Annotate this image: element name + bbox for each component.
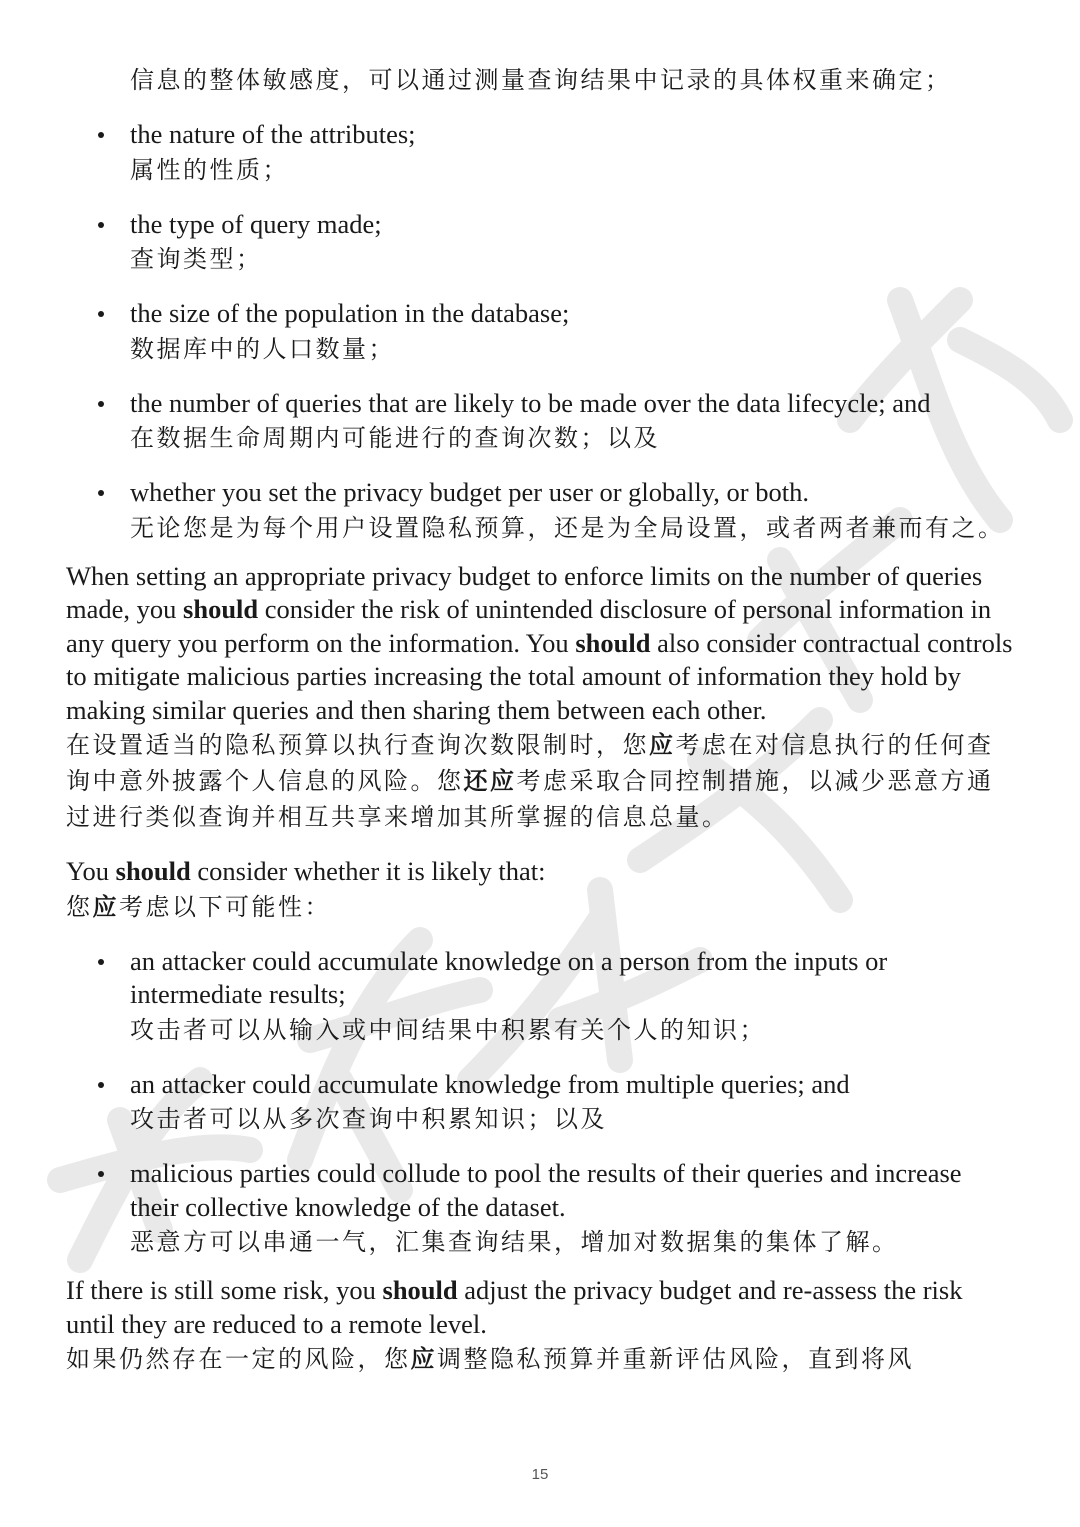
- text-run: also consider contractual controls to mitigate malicious parties increasing the total amount of information they hold by making similar queries and then sharing them between each other.: [66, 627, 1013, 725]
- bullet-en: whether you set the privacy budget per user or globally, or both.: [130, 477, 809, 507]
- emphasis-should: should: [115, 856, 191, 886]
- text-run: consider the risk of unintended disclosure of personal information in any query you perform on the information. You: [66, 594, 992, 658]
- text-run: 您: [66, 892, 93, 921]
- list-item: [66, 1068, 1016, 1158]
- text-run: You: [66, 856, 116, 886]
- emphasis-should: should: [183, 594, 259, 624]
- list-item: [66, 1157, 1016, 1260]
- bullet-en: an attacker could accumulate knowledge from multiple queries; and: [130, 1068, 850, 1099]
- bullet-en: malicious parties could collude to pool the results of their queries and increase their collective knowledge of the dataset.: [130, 1158, 962, 1222]
- text-run: consider whether it is likely that:: [190, 856, 546, 886]
- document-page: [66, 62, 1016, 1377]
- page-number: 15: [531, 1466, 549, 1483]
- emphasis-should: should: [575, 627, 651, 658]
- emphasis-should: should: [382, 1275, 458, 1305]
- text-run: If there is still some risk, you: [66, 1275, 383, 1305]
- text-run: 如果仍然存在一定的风险，您: [66, 1345, 411, 1373]
- bullet-cn: 在数据生命周期内可能进行的查询次数；以及: [130, 424, 660, 452]
- text-run: When setting an appropriate privacy budget to enforce limits on the number of queries made, you: [66, 560, 983, 624]
- text-run: 考虑以下可能性：: [119, 892, 331, 921]
- emphasis-ying: 应: [649, 731, 676, 759]
- emphasis-ying: 应: [92, 892, 119, 921]
- list-item: [66, 118, 1016, 208]
- bullet-cn: 无论您是为每个用户设置隐私预算，还是为全局设置，或者两者兼而有之。: [130, 513, 1005, 542]
- bullet-list-risks: [66, 945, 1016, 1261]
- bullet-cn: 恶意方可以串通一气，汇集查询结果，增加对数据集的集体了解。: [130, 1228, 899, 1256]
- bullet-cn: 攻击者可以从输入或中间结果中积累有关个人的知识；: [130, 1015, 766, 1044]
- text-run: 考虑采取合同控制措施，以减少恶意方通过进行类似查询并相互共享来增加其所掌握的信息总量。: [66, 767, 994, 831]
- text-run: adjust the privacy budget and re-assess the risk until they are reduced to a remote level.: [66, 1275, 963, 1339]
- text-run: 考虑在对信息执行的任何查询中意外披露个人信息的风险。您: [66, 731, 994, 795]
- emphasis-ying: 应: [410, 1345, 437, 1373]
- bullet-list-factors: [66, 118, 1016, 546]
- bullet-en: the nature of the attributes;: [130, 119, 416, 149]
- text-run: 调整隐私预算并重新评估风险，直到将风: [437, 1345, 914, 1373]
- paragraph-consider-en: [66, 855, 1016, 889]
- paragraph-privacy-budget-cn: [66, 727, 1016, 835]
- list-item: [66, 208, 1016, 298]
- list-item: [66, 387, 1016, 477]
- bullet-cn: 属性的性质；: [130, 155, 289, 184]
- paragraph-remaining-risk-cn: [66, 1341, 1016, 1377]
- bullet-icon: [98, 959, 104, 965]
- bullet-en: the size of the population in the database;: [130, 298, 570, 328]
- bullet-icon: [98, 132, 104, 138]
- paragraph-remaining-risk-en: [66, 1274, 1016, 1341]
- continuation-cn: 信息的整体敏感度，可以通过测量查询结果中记录的具体权重来确定；: [130, 66, 952, 94]
- list-item: [66, 297, 1016, 387]
- bullet-icon: [98, 1082, 104, 1088]
- bullet-en: an attacker could accumulate knowledge on a person from the inputs or intermediate results;: [130, 945, 888, 1009]
- list-item: [66, 945, 1016, 1068]
- bullet-en: the type of query made;: [130, 208, 382, 239]
- bullet-en: the number of queries that are likely to be made over the data lifecycle; and: [130, 387, 931, 418]
- text-run: 在设置适当的隐私预算以执行查询次数限制时，您: [66, 731, 649, 759]
- bullet-cn: 查询类型；: [130, 245, 263, 273]
- bullet-cn: 数据库中的人口数量；: [130, 334, 395, 363]
- paragraph-privacy-budget-en: [66, 560, 1016, 728]
- bullet-icon: [98, 1171, 104, 1177]
- paragraph-consider-cn: [66, 889, 1016, 925]
- bullet-icon: [98, 311, 104, 317]
- list-item: [66, 476, 1016, 546]
- bullet-icon: [98, 401, 104, 407]
- bullet-icon: [98, 490, 104, 496]
- emphasis-huanying: 还应: [463, 767, 517, 795]
- bullet-cn: 攻击者可以从多次查询中积累知识；以及: [130, 1105, 607, 1133]
- bullet-icon: [98, 222, 104, 228]
